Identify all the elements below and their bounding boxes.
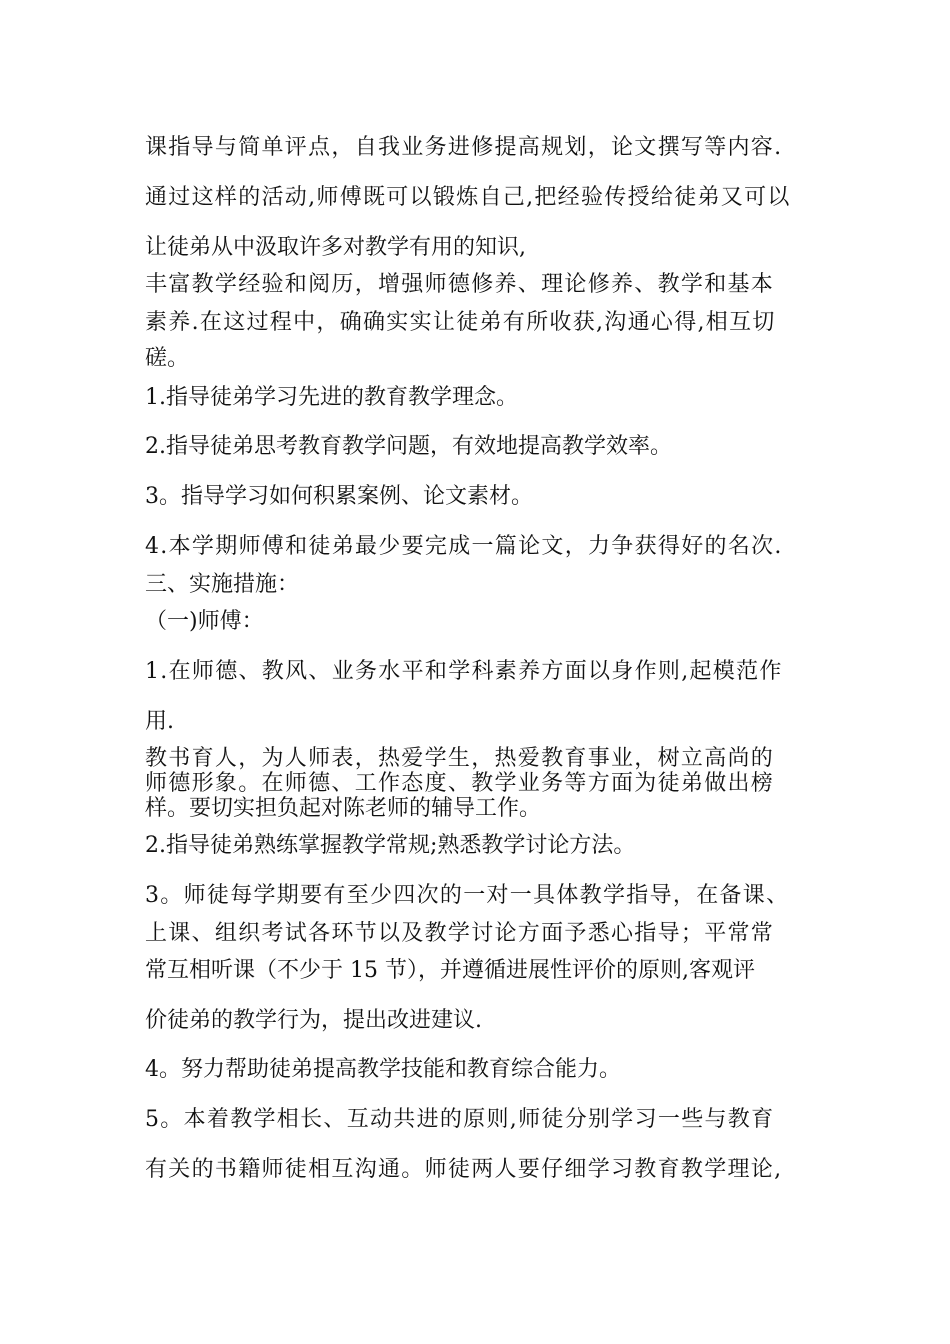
list-item: 4.本学期师傅和徒弟最少要完成一篇论文，力争获得好的名次. (145, 534, 783, 559)
text-line: 通过这样的活动,师傅既可以锻炼自己,把经验传授给徒弟又可以 (145, 185, 791, 210)
text-line: 教书育人，为人师表，热爱学生，热爱教育事业，树立高尚的 (145, 746, 775, 771)
text-line: 磋。 (145, 346, 190, 371)
text-line: 用. (145, 709, 174, 734)
section-heading: 三、实施措施： (145, 572, 300, 597)
text-line: 课指导与简单评点，自我业务进修提高规划，论文撰写等内容. (145, 135, 783, 160)
text-line: 师德形象。在师德、工作态度、教学业务等方面为徒弟做出榜 (145, 771, 775, 796)
list-item: 4。努力帮助徒弟提高教学技能和教育综合能力。 (145, 1057, 621, 1082)
list-item: 2.指导徒弟思考教育教学问题，有效地提高教学效率。 (145, 434, 672, 459)
list-item: 5。本着教学相长、互动共进的原则,师徒分别学习一些与教育 (145, 1107, 775, 1132)
text-line: 丰富教学经验和阅历，增强师德修养、理论修养、教学和基本 (145, 272, 775, 297)
list-item: 2.指导徒弟熟练掌握教学常规;熟悉教学讨论方法。 (145, 833, 636, 858)
list-item: 1.指导徒弟学习先进的教育教学理念。 (145, 385, 518, 410)
list-item: 3。师徒每学期要有至少四次的一对一具体教学指导，在备课、 (145, 883, 790, 908)
text-line: 常互相听课（不少于 15 节），并遵循进展性评价的原则,客观评 (145, 958, 755, 983)
text-line: 上课、组织考试各环节以及教学讨论方面予悉心指导；平常常 (145, 921, 775, 946)
list-item: 1.在师德、教风、业务水平和学科素养方面以身作则,起模范作 (145, 659, 783, 684)
text-line: 素养.在这过程中，确确实实让徒弟有所收获,沟通心得,相互切 (145, 310, 776, 335)
subsection-heading: （一)师傅： (145, 609, 264, 634)
text-line: 价徒弟的教学行为，提出改进建议. (145, 1008, 482, 1033)
list-item: 3。指导学习如何积累案例、论文素材。 (145, 484, 533, 509)
text-line: 有关的书籍师徒相互沟通。师徒两人要仔细学习教育教学理论, (145, 1157, 783, 1182)
text-line: 样。要切实担负起对陈老师的辅导工作。 (145, 796, 542, 821)
text-line: 让徒弟从中汲取许多对教学有用的知识, (145, 235, 526, 260)
